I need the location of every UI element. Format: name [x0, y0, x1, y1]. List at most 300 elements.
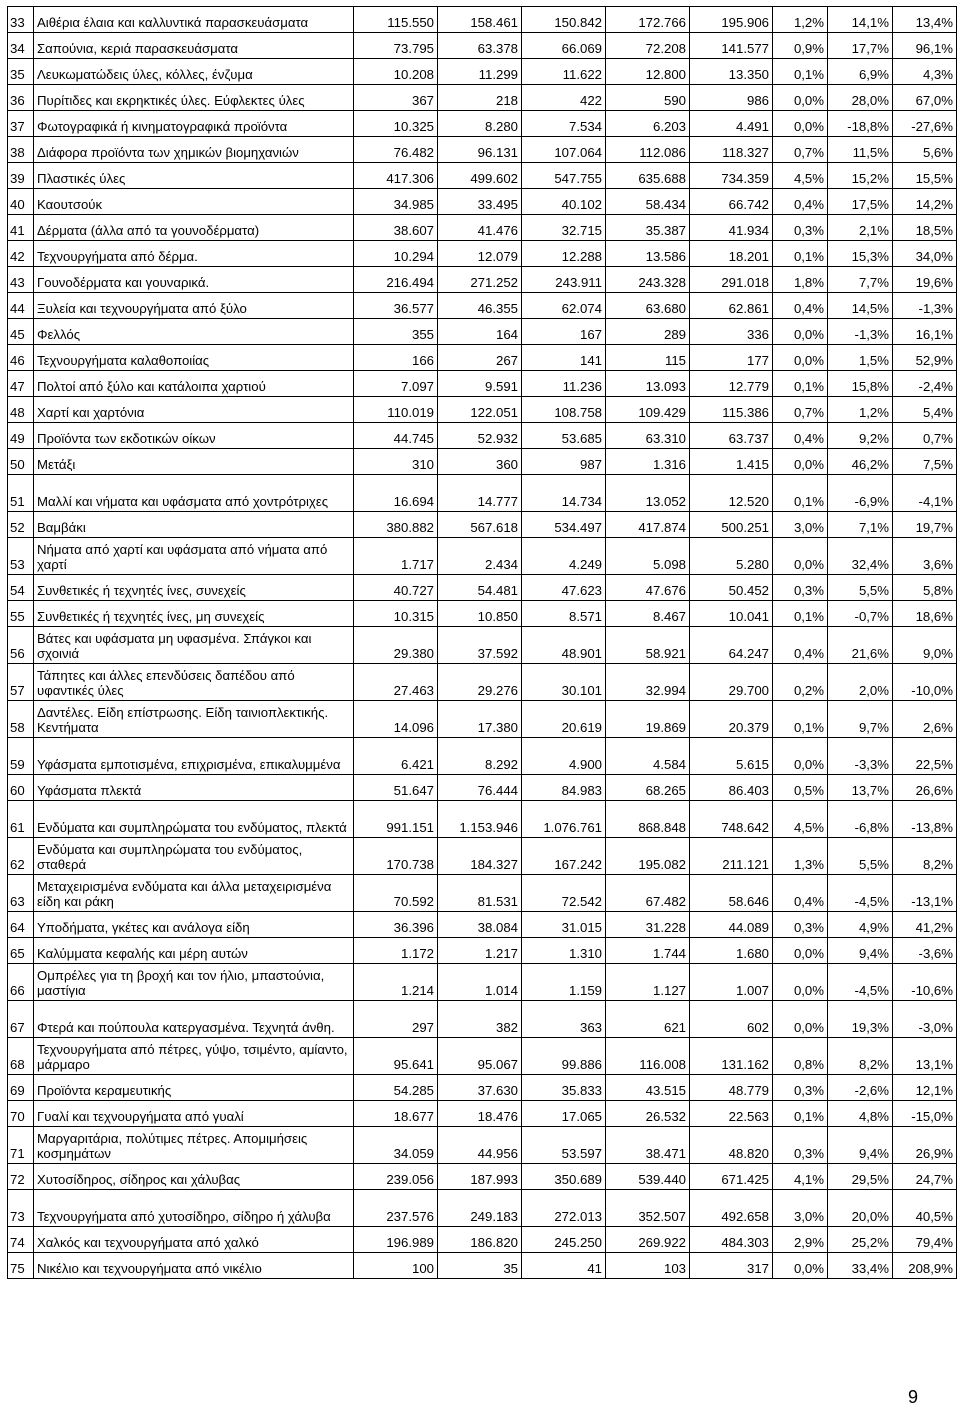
- row-index-cell: 42: [8, 241, 34, 267]
- product-name-cell: Ομπρέλες για τη βροχή και τον ήλιο, μπαστούνια, μαστίγια: [34, 964, 354, 1001]
- value-cell: 14.734: [522, 475, 606, 512]
- value-cell: 177: [690, 345, 773, 371]
- value-cell: 1.127: [606, 964, 690, 1001]
- percent-cell: 22,5%: [893, 738, 957, 775]
- value-cell: 167.242: [522, 838, 606, 875]
- value-cell: 22.563: [690, 1101, 773, 1127]
- percent-cell: 3,0%: [773, 512, 828, 538]
- value-cell: 51.647: [354, 775, 438, 801]
- percent-cell: 0,3%: [773, 575, 828, 601]
- value-cell: 118.327: [690, 137, 773, 163]
- value-cell: 310: [354, 449, 438, 475]
- value-cell: 76.444: [438, 775, 522, 801]
- row-index-cell: 36: [8, 85, 34, 111]
- percent-cell: 29,5%: [828, 1164, 893, 1190]
- value-cell: 9.591: [438, 371, 522, 397]
- row-index-cell: 34: [8, 33, 34, 59]
- percent-cell: 32,4%: [828, 538, 893, 575]
- table-row: [8, 575, 957, 601]
- value-cell: 671.425: [690, 1164, 773, 1190]
- percent-cell: 0,7%: [773, 397, 828, 423]
- percent-cell: 9,7%: [828, 701, 893, 738]
- percent-cell: 0,9%: [773, 33, 828, 59]
- row-index-cell: 59: [8, 738, 34, 775]
- value-cell: 186.820: [438, 1227, 522, 1253]
- percent-cell: 18,5%: [893, 215, 957, 241]
- value-cell: 269.922: [606, 1227, 690, 1253]
- table-row: [8, 912, 957, 938]
- value-cell: 35.387: [606, 215, 690, 241]
- value-cell: 1.153.946: [438, 801, 522, 838]
- product-name-cell: Πολτοί από ξύλο και κατάλοιπα χαρτιού: [34, 371, 354, 397]
- percent-cell: 5,6%: [893, 137, 957, 163]
- percent-cell: 15,5%: [893, 163, 957, 189]
- row-index-cell: 64: [8, 912, 34, 938]
- percent-cell: 16,1%: [893, 319, 957, 345]
- row-index-cell: 46: [8, 345, 34, 371]
- value-cell: 54.285: [354, 1075, 438, 1101]
- table-row: [8, 801, 957, 838]
- value-cell: 31.015: [522, 912, 606, 938]
- value-cell: 73.795: [354, 33, 438, 59]
- percent-cell: 15,3%: [828, 241, 893, 267]
- value-cell: 110.019: [354, 397, 438, 423]
- value-cell: 1.744: [606, 938, 690, 964]
- value-cell: 272.013: [522, 1190, 606, 1227]
- value-cell: 734.359: [690, 163, 773, 189]
- value-cell: 1.076.761: [522, 801, 606, 838]
- product-name-cell: Καλύμματα κεφαλής και μέρη αυτών: [34, 938, 354, 964]
- percent-cell: 0,0%: [773, 111, 828, 137]
- value-cell: 11.236: [522, 371, 606, 397]
- value-cell: 48.779: [690, 1075, 773, 1101]
- value-cell: 360: [438, 449, 522, 475]
- value-cell: 48.901: [522, 627, 606, 664]
- value-cell: 8.571: [522, 601, 606, 627]
- row-index-cell: 47: [8, 371, 34, 397]
- percent-cell: -10,0%: [893, 664, 957, 701]
- value-cell: 417.306: [354, 163, 438, 189]
- row-index-cell: 33: [8, 7, 34, 33]
- value-cell: 12.779: [690, 371, 773, 397]
- value-cell: 99.886: [522, 1038, 606, 1075]
- table-row: [8, 371, 957, 397]
- row-index-cell: 61: [8, 801, 34, 838]
- value-cell: 53.685: [522, 423, 606, 449]
- value-cell: 422: [522, 85, 606, 111]
- value-cell: 32.715: [522, 215, 606, 241]
- product-name-cell: Σαπούνια, κεριά παρασκευάσματα: [34, 33, 354, 59]
- table-row: [8, 319, 957, 345]
- table-row: [8, 1127, 957, 1164]
- percent-cell: 5,4%: [893, 397, 957, 423]
- percent-cell: 19,3%: [828, 1001, 893, 1038]
- value-cell: 167: [522, 319, 606, 345]
- value-cell: 539.440: [606, 1164, 690, 1190]
- value-cell: 115.550: [354, 7, 438, 33]
- percent-cell: 46,2%: [828, 449, 893, 475]
- value-cell: 52.932: [438, 423, 522, 449]
- table-row: [8, 215, 957, 241]
- value-cell: 184.327: [438, 838, 522, 875]
- percent-cell: 14,1%: [828, 7, 893, 33]
- row-index-cell: 39: [8, 163, 34, 189]
- product-name-cell: Γουνοδέρματα και γουναρικά.: [34, 267, 354, 293]
- table-row: [8, 701, 957, 738]
- value-cell: 63.310: [606, 423, 690, 449]
- value-cell: 40.727: [354, 575, 438, 601]
- percent-cell: 208,9%: [893, 1253, 957, 1279]
- percent-cell: 0,0%: [773, 1253, 828, 1279]
- value-cell: 62.074: [522, 293, 606, 319]
- percent-cell: 33,4%: [828, 1253, 893, 1279]
- table-row: [8, 1190, 957, 1227]
- row-index-cell: 49: [8, 423, 34, 449]
- value-cell: 70.592: [354, 875, 438, 912]
- percent-cell: 1,5%: [828, 345, 893, 371]
- value-cell: 67.482: [606, 875, 690, 912]
- value-cell: 18.677: [354, 1101, 438, 1127]
- value-cell: 44.089: [690, 912, 773, 938]
- value-cell: 297: [354, 1001, 438, 1038]
- value-cell: 635.688: [606, 163, 690, 189]
- row-index-cell: 40: [8, 189, 34, 215]
- percent-cell: 96,1%: [893, 33, 957, 59]
- percent-cell: 0,4%: [773, 189, 828, 215]
- table-row: [8, 449, 957, 475]
- table-row: [8, 738, 957, 775]
- value-cell: 58.646: [690, 875, 773, 912]
- table-row: [8, 33, 957, 59]
- product-name-cell: Νικέλιο και τεχνουργήματα από νικέλιο: [34, 1253, 354, 1279]
- value-cell: 350.689: [522, 1164, 606, 1190]
- percent-cell: 0,3%: [773, 215, 828, 241]
- percent-cell: 0,5%: [773, 775, 828, 801]
- percent-cell: 0,1%: [773, 701, 828, 738]
- product-name-cell: Βάτες και υφάσματα μη υφασμένα. Σπάγκοι και σχοινιά: [34, 627, 354, 664]
- percent-cell: 8,2%: [828, 1038, 893, 1075]
- percent-cell: -4,5%: [828, 964, 893, 1001]
- product-name-cell: Μετάξι: [34, 449, 354, 475]
- value-cell: 352.507: [606, 1190, 690, 1227]
- value-cell: 38.471: [606, 1127, 690, 1164]
- row-index-cell: 35: [8, 59, 34, 85]
- percent-cell: 21,6%: [828, 627, 893, 664]
- value-cell: 14.777: [438, 475, 522, 512]
- row-index-cell: 74: [8, 1227, 34, 1253]
- value-cell: 26.532: [606, 1101, 690, 1127]
- value-cell: 195.082: [606, 838, 690, 875]
- value-cell: 29.380: [354, 627, 438, 664]
- value-cell: 18.476: [438, 1101, 522, 1127]
- product-name-cell: Διάφορα προϊόντα των χημικών βιομηχανιών: [34, 137, 354, 163]
- value-cell: 245.250: [522, 1227, 606, 1253]
- percent-cell: 0,7%: [773, 137, 828, 163]
- percent-cell: -2,6%: [828, 1075, 893, 1101]
- value-cell: 141.577: [690, 33, 773, 59]
- value-cell: 5.098: [606, 538, 690, 575]
- value-cell: 103: [606, 1253, 690, 1279]
- table-row: [8, 59, 957, 85]
- percent-cell: -4,5%: [828, 875, 893, 912]
- value-cell: 291.018: [690, 267, 773, 293]
- value-cell: 1.316: [606, 449, 690, 475]
- value-cell: 34.059: [354, 1127, 438, 1164]
- value-cell: 36.396: [354, 912, 438, 938]
- row-index-cell: 60: [8, 775, 34, 801]
- percent-cell: -27,6%: [893, 111, 957, 137]
- percent-cell: 14,2%: [893, 189, 957, 215]
- table-row: [8, 538, 957, 575]
- value-cell: 96.131: [438, 137, 522, 163]
- table-row: [8, 1227, 957, 1253]
- value-cell: 317: [690, 1253, 773, 1279]
- row-index-cell: 68: [8, 1038, 34, 1075]
- percent-cell: 0,0%: [773, 1001, 828, 1038]
- product-name-cell: Ενδύματα και συμπληρώματα του ενδύματος, σταθερά: [34, 838, 354, 875]
- value-cell: 68.265: [606, 775, 690, 801]
- value-cell: 1.214: [354, 964, 438, 1001]
- percent-cell: 0,0%: [773, 938, 828, 964]
- value-cell: 41.934: [690, 215, 773, 241]
- percent-cell: 34,0%: [893, 241, 957, 267]
- percent-cell: 9,2%: [828, 423, 893, 449]
- product-name-cell: Υφάσματα εμποτισμένα, επιχρισμένα, επικαλυμμένα: [34, 738, 354, 775]
- value-cell: 4.900: [522, 738, 606, 775]
- table-row: [8, 627, 957, 664]
- value-cell: 112.086: [606, 137, 690, 163]
- product-name-cell: Συνθετικές ή τεχνητές ίνες, μη συνεχείς: [34, 601, 354, 627]
- value-cell: 12.288: [522, 241, 606, 267]
- value-cell: 567.618: [438, 512, 522, 538]
- value-cell: 141: [522, 345, 606, 371]
- value-cell: 32.994: [606, 664, 690, 701]
- value-cell: 108.758: [522, 397, 606, 423]
- value-cell: 44.745: [354, 423, 438, 449]
- table-body: [8, 7, 957, 1279]
- value-cell: 6.203: [606, 111, 690, 137]
- table-row: [8, 267, 957, 293]
- table-row: [8, 189, 957, 215]
- row-index-cell: 43: [8, 267, 34, 293]
- percent-cell: 13,7%: [828, 775, 893, 801]
- value-cell: 8.292: [438, 738, 522, 775]
- product-name-cell: Γυαλί και τεχνουργήματα από γυαλί: [34, 1101, 354, 1127]
- table-row: [8, 1101, 957, 1127]
- value-cell: 249.183: [438, 1190, 522, 1227]
- row-index-cell: 73: [8, 1190, 34, 1227]
- value-cell: 58.921: [606, 627, 690, 664]
- percent-cell: 2,6%: [893, 701, 957, 738]
- value-cell: 13.093: [606, 371, 690, 397]
- value-cell: 46.355: [438, 293, 522, 319]
- value-cell: 1.007: [690, 964, 773, 1001]
- value-cell: 6.421: [354, 738, 438, 775]
- row-index-cell: 50: [8, 449, 34, 475]
- value-cell: 86.403: [690, 775, 773, 801]
- percent-cell: 4,5%: [773, 163, 828, 189]
- percent-cell: 1,2%: [828, 397, 893, 423]
- value-cell: 380.882: [354, 512, 438, 538]
- percent-cell: -2,4%: [893, 371, 957, 397]
- table-row: [8, 397, 957, 423]
- percent-cell: 5,5%: [828, 575, 893, 601]
- value-cell: 170.738: [354, 838, 438, 875]
- value-cell: 868.848: [606, 801, 690, 838]
- value-cell: 43.515: [606, 1075, 690, 1101]
- row-index-cell: 37: [8, 111, 34, 137]
- table-row: [8, 838, 957, 875]
- percent-cell: -3,6%: [893, 938, 957, 964]
- value-cell: 19.869: [606, 701, 690, 738]
- value-cell: 602: [690, 1001, 773, 1038]
- value-cell: 10.850: [438, 601, 522, 627]
- value-cell: 47.623: [522, 575, 606, 601]
- value-cell: 95.641: [354, 1038, 438, 1075]
- table-row: [8, 664, 957, 701]
- percent-cell: 0,1%: [773, 371, 828, 397]
- percent-cell: 0,8%: [773, 1038, 828, 1075]
- percent-cell: 7,5%: [893, 449, 957, 475]
- product-name-cell: Υποδήματα, γκέτες και ανάλογα είδη: [34, 912, 354, 938]
- value-cell: 54.481: [438, 575, 522, 601]
- value-cell: 12.520: [690, 475, 773, 512]
- product-name-cell: Αιθέρια έλαια και καλλυντικά παρασκευάσματα: [34, 7, 354, 33]
- percent-cell: 0,4%: [773, 875, 828, 912]
- value-cell: 33.495: [438, 189, 522, 215]
- percent-cell: -6,8%: [828, 801, 893, 838]
- value-cell: 35: [438, 1253, 522, 1279]
- value-cell: 10.294: [354, 241, 438, 267]
- percent-cell: 1,3%: [773, 838, 828, 875]
- value-cell: 38.607: [354, 215, 438, 241]
- value-cell: 4.584: [606, 738, 690, 775]
- percent-cell: 0,0%: [773, 319, 828, 345]
- value-cell: 166: [354, 345, 438, 371]
- value-cell: 1.159: [522, 964, 606, 1001]
- product-name-cell: Χαλκός και τεχνουργήματα από χαλκό: [34, 1227, 354, 1253]
- value-cell: 63.680: [606, 293, 690, 319]
- value-cell: 17.065: [522, 1101, 606, 1127]
- product-name-cell: Προϊόντα κεραμευτικής: [34, 1075, 354, 1101]
- product-name-cell: Πλαστικές ύλες: [34, 163, 354, 189]
- value-cell: 1.717: [354, 538, 438, 575]
- row-index-cell: 62: [8, 838, 34, 875]
- value-cell: 195.906: [690, 7, 773, 33]
- row-index-cell: 56: [8, 627, 34, 664]
- value-cell: 267: [438, 345, 522, 371]
- percent-cell: 0,4%: [773, 293, 828, 319]
- percent-cell: 4,5%: [773, 801, 828, 838]
- product-name-cell: Προϊόντα των εκδοτικών οίκων: [34, 423, 354, 449]
- percent-cell: 4,9%: [828, 912, 893, 938]
- percent-cell: 3,6%: [893, 538, 957, 575]
- percent-cell: 24,7%: [893, 1164, 957, 1190]
- value-cell: 355: [354, 319, 438, 345]
- value-cell: 271.252: [438, 267, 522, 293]
- row-index-cell: 63: [8, 875, 34, 912]
- value-cell: 417.874: [606, 512, 690, 538]
- value-cell: 13.052: [606, 475, 690, 512]
- percent-cell: 19,7%: [893, 512, 957, 538]
- percent-cell: 4,1%: [773, 1164, 828, 1190]
- product-name-cell: Χυτοσίδηρος, σίδηρος και χάλυβας: [34, 1164, 354, 1190]
- value-cell: 48.820: [690, 1127, 773, 1164]
- value-cell: 63.378: [438, 33, 522, 59]
- table-row: [8, 775, 957, 801]
- row-index-cell: 65: [8, 938, 34, 964]
- percent-cell: 0,2%: [773, 664, 828, 701]
- percent-cell: 13,4%: [893, 7, 957, 33]
- row-index-cell: 45: [8, 319, 34, 345]
- value-cell: 72.208: [606, 33, 690, 59]
- value-cell: 76.482: [354, 137, 438, 163]
- value-cell: 12.079: [438, 241, 522, 267]
- value-cell: 187.993: [438, 1164, 522, 1190]
- percent-cell: 0,0%: [773, 85, 828, 111]
- value-cell: 590: [606, 85, 690, 111]
- percent-cell: 6,9%: [828, 59, 893, 85]
- value-cell: 84.983: [522, 775, 606, 801]
- table-row: [8, 1164, 957, 1190]
- product-name-cell: Τεχνουργήματα από χυτοσίδηρο, σίδηρο ή χάλυβα: [34, 1190, 354, 1227]
- value-cell: 150.842: [522, 7, 606, 33]
- value-cell: 58.434: [606, 189, 690, 215]
- statistics-table: [7, 6, 957, 1279]
- value-cell: 122.051: [438, 397, 522, 423]
- table-row: [8, 241, 957, 267]
- percent-cell: -6,9%: [828, 475, 893, 512]
- percent-cell: 20,0%: [828, 1190, 893, 1227]
- value-cell: 534.497: [522, 512, 606, 538]
- value-cell: 367: [354, 85, 438, 111]
- value-cell: 363: [522, 1001, 606, 1038]
- percent-cell: -3,3%: [828, 738, 893, 775]
- value-cell: 500.251: [690, 512, 773, 538]
- percent-cell: 0,0%: [773, 345, 828, 371]
- row-index-cell: 41: [8, 215, 34, 241]
- percent-cell: 4,3%: [893, 59, 957, 85]
- value-cell: 35.833: [522, 1075, 606, 1101]
- value-cell: 196.989: [354, 1227, 438, 1253]
- value-cell: 158.461: [438, 7, 522, 33]
- value-cell: 1.680: [690, 938, 773, 964]
- percent-cell: 0,1%: [773, 241, 828, 267]
- value-cell: 116.008: [606, 1038, 690, 1075]
- value-cell: 7.534: [522, 111, 606, 137]
- table-row: [8, 512, 957, 538]
- value-cell: 748.642: [690, 801, 773, 838]
- table-row: [8, 163, 957, 189]
- percent-cell: 7,1%: [828, 512, 893, 538]
- product-name-cell: Ξυλεία και τεχνουργήματα από ξύλο: [34, 293, 354, 319]
- percent-cell: 0,3%: [773, 1127, 828, 1164]
- percent-cell: -0,7%: [828, 601, 893, 627]
- percent-cell: 2,1%: [828, 215, 893, 241]
- value-cell: 547.755: [522, 163, 606, 189]
- percent-cell: -4,1%: [893, 475, 957, 512]
- value-cell: 7.097: [354, 371, 438, 397]
- percent-cell: 79,4%: [893, 1227, 957, 1253]
- percent-cell: 13,1%: [893, 1038, 957, 1075]
- value-cell: 44.956: [438, 1127, 522, 1164]
- value-cell: 492.658: [690, 1190, 773, 1227]
- table-row: [8, 111, 957, 137]
- row-index-cell: 38: [8, 137, 34, 163]
- product-name-cell: Βαμβάκι: [34, 512, 354, 538]
- product-name-cell: Πυρίτιδες και εκρηκτικές ύλες. Εύφλεκτες ύλες: [34, 85, 354, 111]
- table-row: [8, 1038, 957, 1075]
